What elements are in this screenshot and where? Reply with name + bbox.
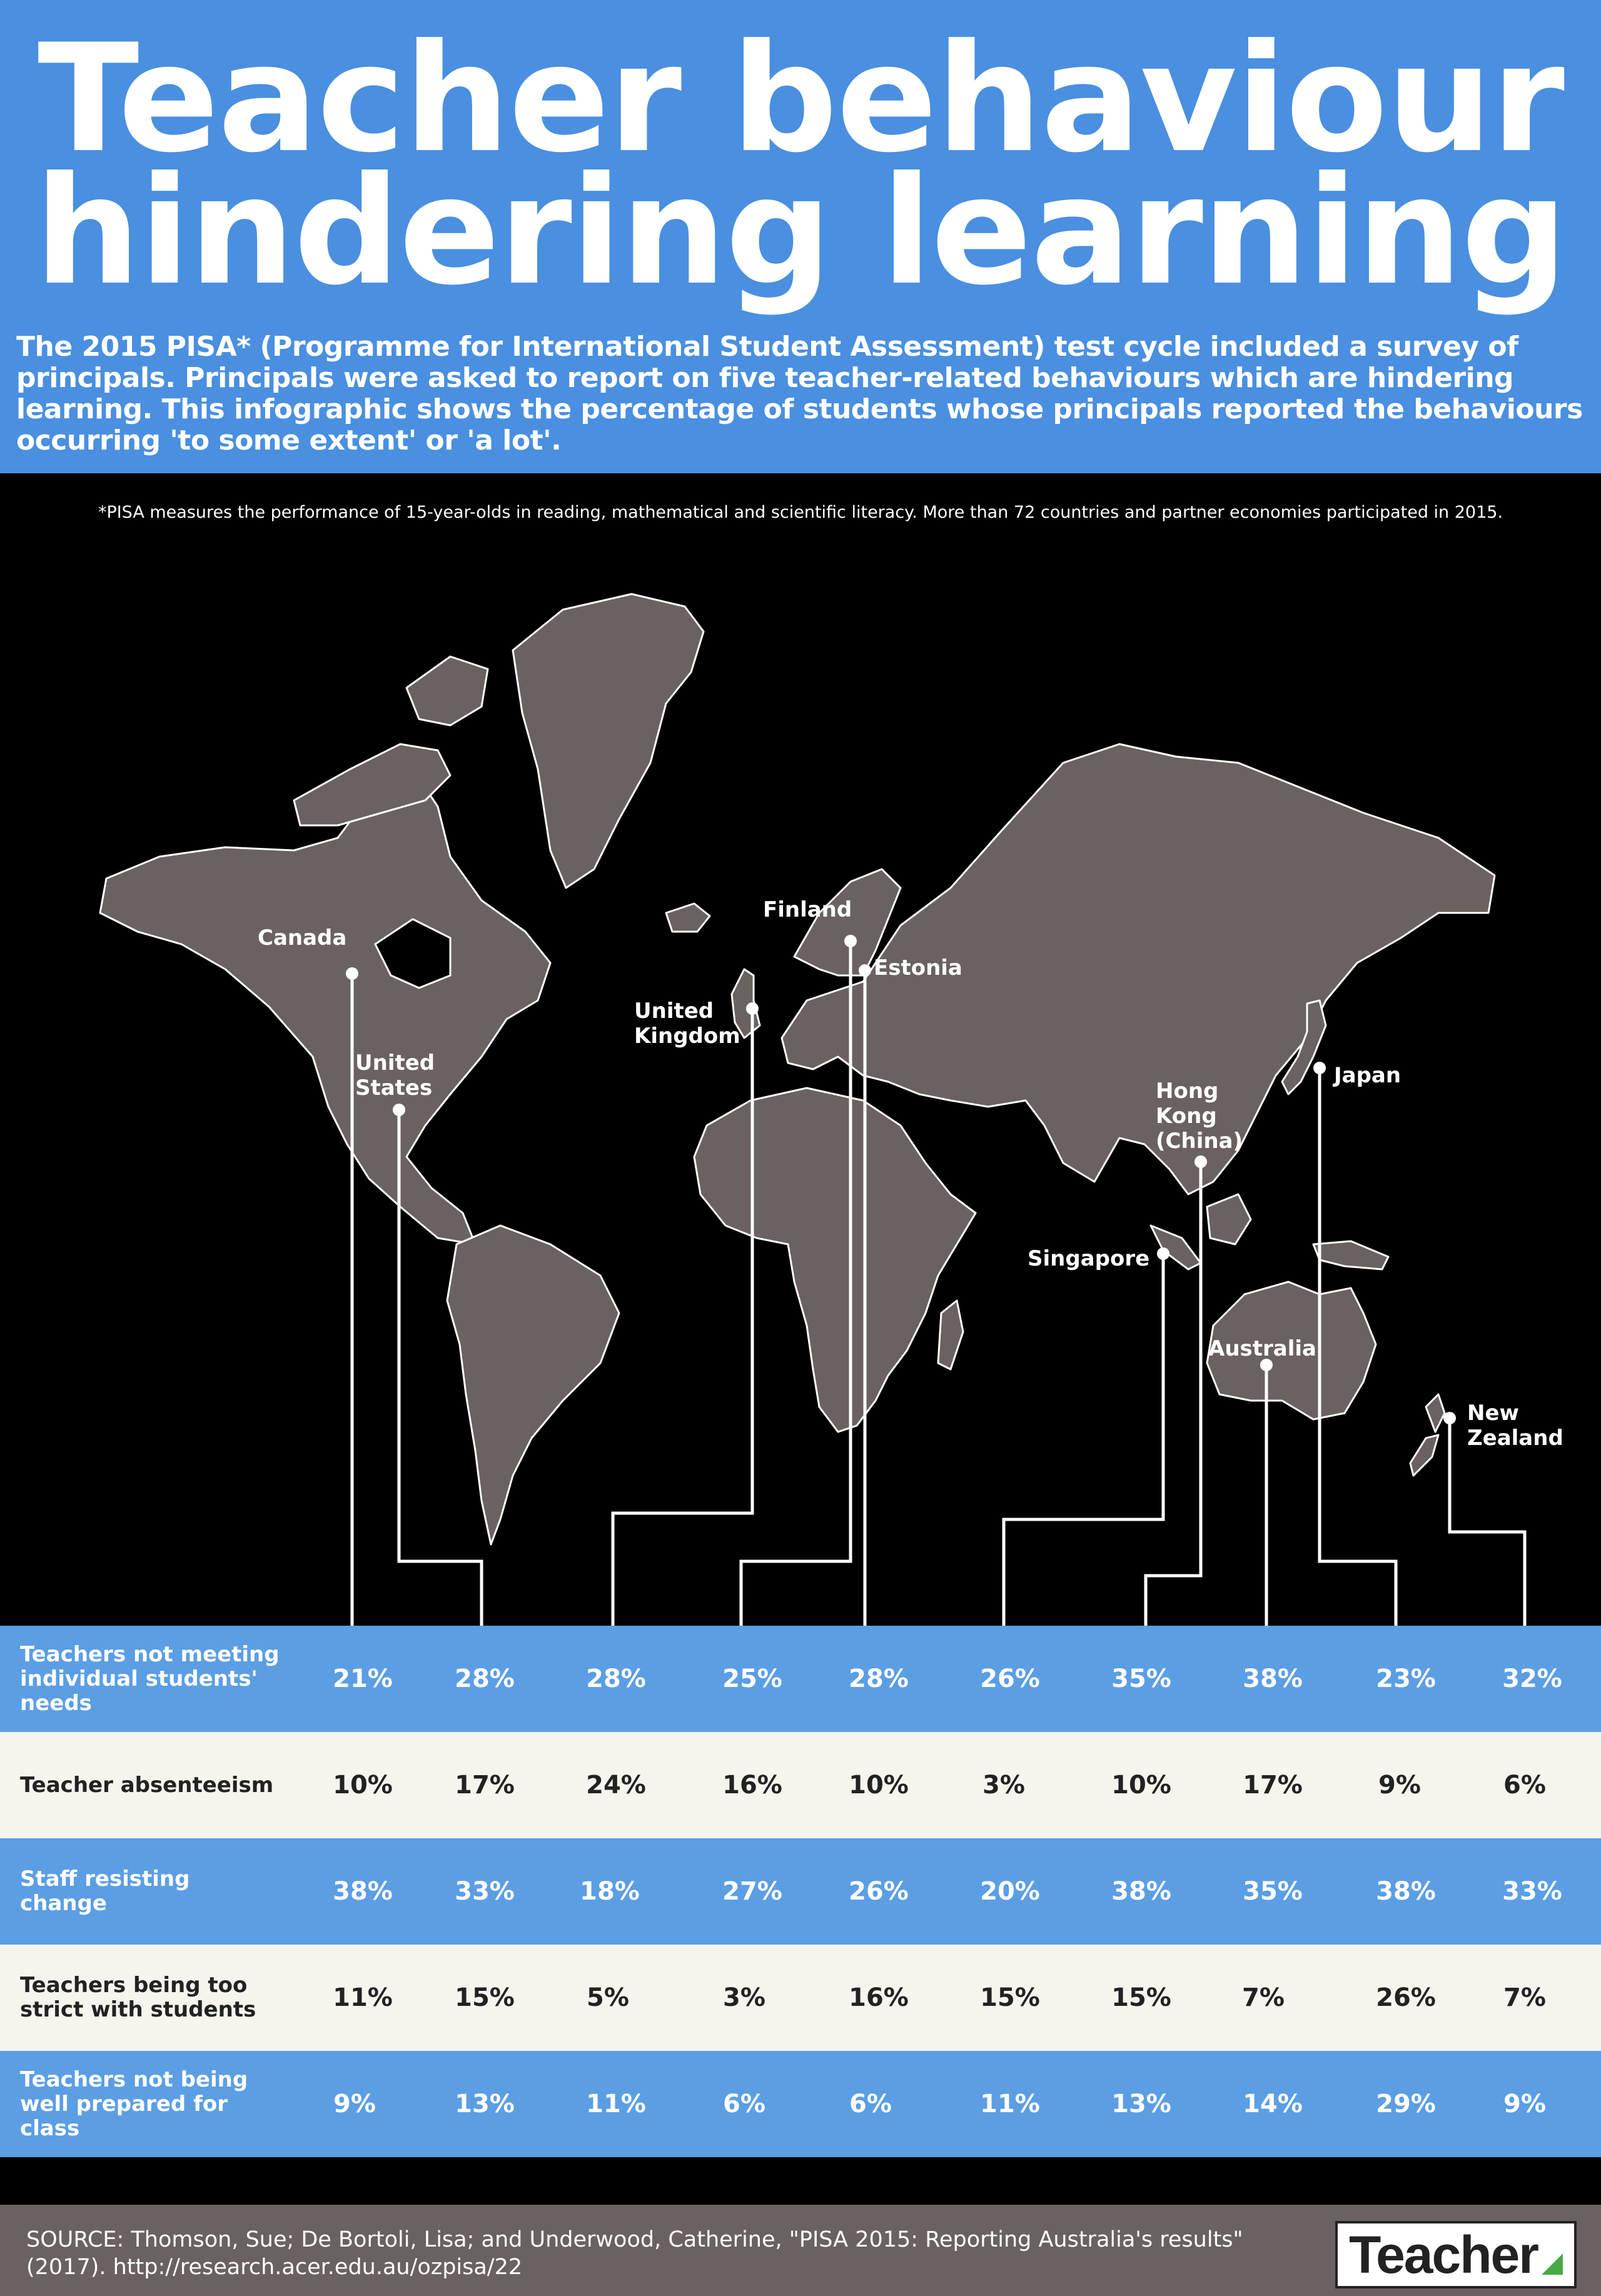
table-cell: 32% xyxy=(1502,1664,1562,1693)
table-cell: 15% xyxy=(455,1983,515,2012)
table-cell: 35% xyxy=(1243,1877,1303,1906)
south-america-shape xyxy=(447,1226,619,1544)
logo-triangle-icon xyxy=(1542,2253,1563,2275)
table-row xyxy=(0,1838,1601,1945)
label-singapore: Singapore xyxy=(1028,1246,1150,1271)
table-cell: 7% xyxy=(1242,1983,1285,2012)
table-cell: 10% xyxy=(849,1771,909,1800)
africa-shape xyxy=(694,1088,976,1432)
arctic-islands-2-shape xyxy=(407,657,488,725)
table-cell: 26% xyxy=(980,1664,1040,1693)
row-label: Teacher absenteeism xyxy=(20,1772,274,1798)
label-new-zealand: New Zealand xyxy=(1467,1401,1563,1451)
table-row xyxy=(0,1732,1601,1838)
table-cell: 13% xyxy=(455,2090,515,2118)
row-label: Teachers not meeting individual students' needs xyxy=(20,1641,280,1716)
table-cell: 33% xyxy=(455,1877,515,1906)
table-cell: 7% xyxy=(1503,1983,1546,2012)
label-finland: Finland xyxy=(763,897,852,922)
table-cell: 24% xyxy=(586,1771,646,1800)
table-cell: 17% xyxy=(1243,1771,1303,1800)
table-cell: 13% xyxy=(1111,2090,1171,2118)
table-row xyxy=(0,1945,1601,2051)
table-cell: 33% xyxy=(1502,1877,1562,1906)
row-label: Teachers being too strict with students xyxy=(20,1973,256,2022)
table-cell: 10% xyxy=(1111,1771,1171,1800)
table-row xyxy=(0,1626,1601,1732)
table-cell: 38% xyxy=(1376,1877,1436,1906)
dot-canada xyxy=(346,967,358,980)
table-cell: 20% xyxy=(980,1877,1040,1906)
table-cell: 18% xyxy=(580,1877,640,1906)
new-zealand-shape xyxy=(1426,1394,1445,1432)
table-cell: 26% xyxy=(1376,1983,1436,2012)
header-banner xyxy=(0,0,1601,473)
table-row xyxy=(0,2051,1601,2157)
table-cell: 11% xyxy=(333,1983,393,2012)
teacher-logo xyxy=(1335,2221,1577,2288)
table-cell: 35% xyxy=(1111,1664,1171,1693)
table-cell: 16% xyxy=(849,1983,909,2012)
table-cell: 26% xyxy=(849,1877,909,1906)
label-japan: Japan xyxy=(1334,1063,1402,1088)
table-cell: 9% xyxy=(333,2090,376,2118)
table-cell: 16% xyxy=(722,1771,782,1800)
borneo-shape xyxy=(1207,1194,1251,1244)
world-map xyxy=(0,563,1601,1626)
north-america-shape xyxy=(100,769,550,1244)
label-united-kingdom: United Kingdom xyxy=(634,999,740,1049)
table-cell: 11% xyxy=(980,2090,1040,2118)
table-cell: 17% xyxy=(455,1771,515,1800)
table-cell: 9% xyxy=(1503,2090,1546,2118)
table-cell: 6% xyxy=(849,2090,892,2118)
title-line-1: Teacher behaviour xyxy=(38,13,1563,186)
table-cell: 6% xyxy=(1503,1771,1546,1800)
row-label: Teachers not being well prepared for class xyxy=(20,2067,248,2141)
table-cell: 3% xyxy=(723,1983,765,2012)
table-cell: 9% xyxy=(1378,1771,1421,1800)
table-cell: 6% xyxy=(723,2090,765,2118)
dot-newzealand xyxy=(1443,1412,1456,1424)
table-cell: 21% xyxy=(333,1664,393,1693)
table-cell: 23% xyxy=(1376,1664,1436,1693)
greenland-shape xyxy=(513,594,704,888)
table-cell: 10% xyxy=(333,1771,393,1800)
table-cell: 28% xyxy=(586,1664,646,1693)
dot-singapore xyxy=(1157,1247,1169,1260)
logo-text: Teacher xyxy=(1349,2225,1538,2284)
title-line-2: hindering learning xyxy=(34,145,1567,318)
dot-estonia xyxy=(859,964,871,977)
new-zealand-2-shape xyxy=(1410,1435,1438,1476)
label-hong-kong: Hong Kong (China) xyxy=(1156,1079,1243,1154)
dot-finland xyxy=(844,935,857,947)
table-cell: 15% xyxy=(1111,1983,1171,2012)
label-united-states: United States xyxy=(355,1050,435,1100)
footer xyxy=(0,2205,1601,2296)
label-estonia: Estonia xyxy=(874,955,962,980)
leader-singapore xyxy=(1004,1254,1163,1626)
table-cell: 5% xyxy=(587,1983,629,2012)
row-label: Staff resisting change xyxy=(20,1866,190,1916)
label-australia: Australia xyxy=(1208,1336,1316,1361)
table-cell: 15% xyxy=(980,1983,1040,2012)
table-cell: 28% xyxy=(455,1664,515,1693)
madagascar-shape xyxy=(938,1301,963,1369)
leader-uk xyxy=(613,1009,752,1626)
label-canada: Canada xyxy=(258,925,347,950)
table-cell: 27% xyxy=(722,1877,782,1906)
table-cell: 29% xyxy=(1376,2090,1436,2118)
table-cell: 38% xyxy=(333,1877,393,1906)
dot-us xyxy=(393,1104,405,1116)
dot-japan xyxy=(1313,1062,1326,1074)
dot-hongkong xyxy=(1194,1156,1207,1168)
table-cell: 38% xyxy=(1243,1664,1303,1693)
table-cell: 14% xyxy=(1243,2090,1303,2118)
table-cell: 38% xyxy=(1111,1877,1171,1906)
pisa-footnote: *PISA measures the performance of 15-year-olds in reading, mathematical and scientific literacy. More than 72 countries and partner economies participated in 2015. xyxy=(98,503,1503,522)
continents xyxy=(100,594,1495,1544)
sumatra-shape xyxy=(1151,1226,1201,1269)
table-cell: 28% xyxy=(849,1664,909,1693)
table-cell: 25% xyxy=(722,1664,782,1693)
new-guinea-shape xyxy=(1313,1241,1388,1269)
intro-text: The 2015 PISA* (Programme for International Student Assessment) test cycle included a survey of principals. Principals were asked to report on five teacher-related behaviours which are hindering learning. This infographic shows the percentage of students whose principals reported the behaviours occurring 'to some extent' or 'a lot'. xyxy=(16,331,1583,456)
table-cell: 3% xyxy=(982,1771,1025,1800)
iceland-shape xyxy=(666,904,710,932)
table-cell: 11% xyxy=(586,2090,646,2118)
source-citation: SOURCE: Thomson, Sue; De Bortoli, Lisa; and Underwood, Catherine, "PISA 2015: Reporting Australia's results" (2017). http://research.acer.edu.au/ozpisa/22 xyxy=(26,2227,1243,2280)
dot-uk xyxy=(746,1002,759,1015)
